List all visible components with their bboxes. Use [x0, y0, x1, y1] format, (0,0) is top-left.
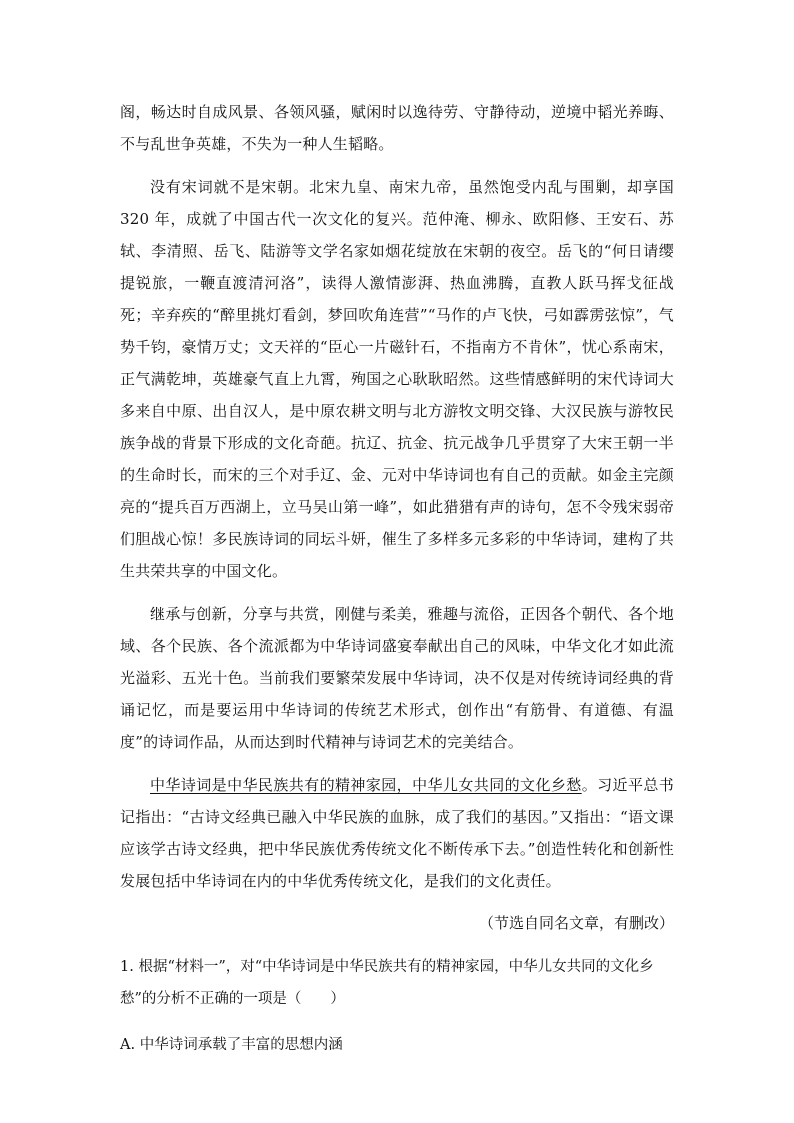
paragraph-inheritance-innovation: 继承与创新，分享与共赏，刚健与柔美，雅趣与流俗，正因各个朝代、各个地域、各个民族、各个流派都为中华诗词盛宴奉献出自己的风味，中华文化才如此流光溢彩、五光十色。当前我们要繁荣发展中华诗词，决不仅是对传统诗词经典的背诵记忆，而是要运用中华诗词的传统艺术形式，创作出“有筋骨、有道德、有温度”的诗词作品，从而达到时代精神与诗词艺术的完美结合。: [120, 605, 674, 751]
paragraph-song-ci: 没有宋词就不是宋朝。北宋九皇、南宋九帝，虽然饱受内乱与围剿，却享国 320 年，成就了中国古代一次文化的复兴。范仲淹、柳永、欧阳修、王安石、苏轼、李清照、岳飞、陆游等文学名家如烟花绽放在宋朝的夜空。岳飞的“何日请缨提锐旅，一鞭直渡清河洛”，读得人激情澎湃、热血沸腾，直教人跃马挥戈征战死；辛弃疾的“醉里挑灯看剑，梦回吹角连营”“马作的卢飞快，弓如霹雳弦惊”，气势千钧，豪情万丈；文天祥的“臣心一片磁针石，不指南方不肯休”，忧心系南宋，正气满乾坤，英雄豪气直上九霄，殉国之心耿耿昭然。这些情感鲜明的宋代诗词大多来自中原、出自汉人，是中原农耕文明与北方游牧文明交锋、大汉民族与游牧民族争战的背景下形成的文化奇葩。抗辽、抗金、抗元战争几乎贯穿了大宋王朝一半的生命时长，而宋的三个对手辽、金、元对中华诗词也有自己的贡献。如金主完颜亮的“提兵百万西湖上，立马吴山第一峰”，如此猎猎有声的诗句，怎不令残宋弱帝们胆战心惊！多民族诗词的同坛斗妍，催生了多样多元多彩的中华诗词，建构了共生共荣共享的中国文化。: [120, 178, 674, 580]
paragraph-cultural-responsibility: [120, 769, 674, 897]
document-page: [120, 96, 674, 1061]
source-note: （节选自同名文章，有删改）: [478, 914, 674, 932]
question-1: 1. 根据“材料一”，对“中华诗词是中华民族共有的精神家园，中华儿女共同的文化乡愁”的分析不正确的一项是（ ）: [120, 959, 654, 1007]
option-a: A. 中华诗词承载了丰富的思想内涵: [120, 1037, 343, 1053]
paragraph-continuation: 阁，畅达时自成风景、各领风骚，赋闲时以逸待劳、守静待动，逆境中韬光养晦、不与乱世争英雄，不失为一种人生韬略。: [120, 103, 674, 153]
paragraph-rest: 。习近平总书记指出：“古诗文经典已融入中华民族的血脉，成了我们的基因。”又指出：“语文课应该学古诗文经典，把中华民族优秀传统文化不断传承下去。”创造性转化和创新性发展包括中华诗词在内的中华优秀传统文化，是我们的文化责任。: [120, 776, 674, 890]
underlined-key-sentence: 中华诗词是中华民族共有的精神家园，中华儿女共同的文化乡愁: [150, 776, 582, 794]
